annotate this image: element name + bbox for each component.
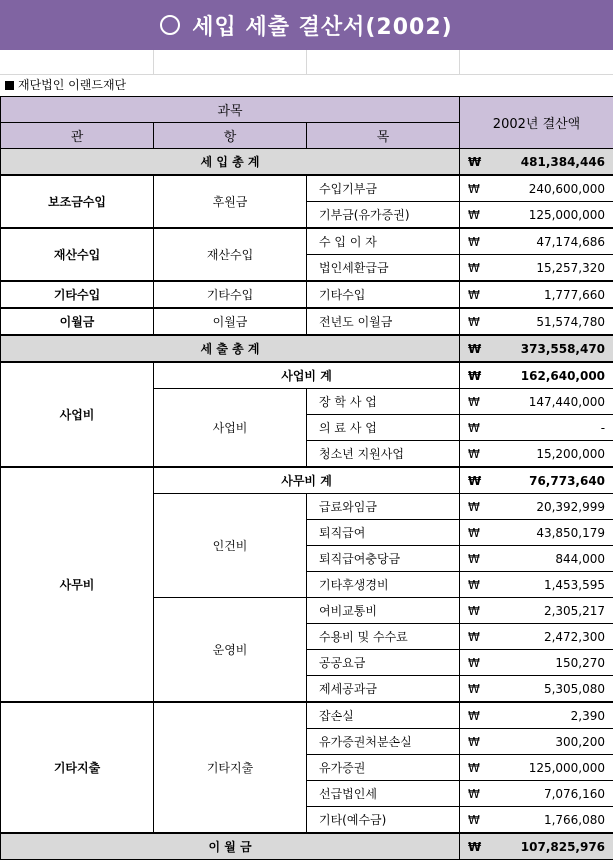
won-sign: ₩ [460,281,488,308]
gwan-cell: 재산수입 [1,228,154,281]
amount-cell: 2,305,217 [488,598,613,624]
won-sign: ₩ [460,520,488,546]
won-sign: ₩ [460,308,488,335]
won-sign: ₩ [460,729,488,755]
amount-cell: 7,076,160 [488,781,613,807]
gwan-cell: 사업비 [1,362,154,467]
mok-cell: 잡손실 [307,702,460,729]
amount-cell: 15,257,320 [488,255,613,282]
amount-cell: - [488,415,613,441]
expense-total-label: 세 출 총 계 [1,335,460,362]
gwan-cell: 보조금수입 [1,175,154,228]
amount-cell: 844,000 [488,546,613,572]
amount-cell: 147,440,000 [488,389,613,415]
amount-cell: 240,600,000 [488,175,613,202]
won-sign: ₩ [460,676,488,703]
subtotal-value: 162,640,000 [488,362,613,389]
amount-cell: 51,574,780 [488,308,613,335]
header-amount: 2002년 결산액 [460,97,613,149]
mok-cell: 기타수입 [307,281,460,308]
gwan-cell: 사무비 [1,467,154,702]
header-subject: 과목 [1,97,460,123]
won-sign: ₩ [460,494,488,520]
expense-total-value: 373,558,470 [488,335,613,362]
document-title [0,0,613,50]
won-sign: ₩ [460,598,488,624]
organization-name: 재단법인 이랜드재단 [18,78,127,92]
amount-cell: 1,766,080 [488,807,613,834]
gwan-cell: 기타지출 [1,702,154,833]
amount-cell: 5,305,080 [488,676,613,703]
subtotal-label: 사무비 계 [154,467,460,494]
hang-cell: 재산수입 [154,228,307,281]
won-sign: ₩ [460,335,488,362]
won-sign: ₩ [460,255,488,282]
amount-cell: 150,270 [488,650,613,676]
won-sign: ₩ [460,202,488,229]
amount-cell: 15,200,000 [488,441,613,468]
mok-cell: 수용비 및 수수료 [307,624,460,650]
square-bullet-icon [5,81,14,90]
hang-cell: 이월금 [154,308,307,335]
carryover-label: 이 월 금 [1,833,460,860]
won-sign: ₩ [460,546,488,572]
mok-cell: 수입기부금 [307,175,460,202]
hang-cell: 기타수입 [154,281,307,308]
gwan-cell: 기타수입 [1,281,154,308]
won-sign: ₩ [460,149,488,176]
won-sign: ₩ [460,175,488,202]
mok-cell: 퇴직급여 [307,520,460,546]
mok-cell: 급료와임금 [307,494,460,520]
mok-cell: 제세공과금 [307,676,460,703]
won-sign: ₩ [460,389,488,415]
hang-cell: 인건비 [154,494,307,598]
blank-spreadsheet-row [0,50,613,75]
won-sign: ₩ [460,228,488,255]
settlement-table [0,96,613,860]
won-sign: ₩ [460,467,488,494]
mok-cell: 수 입 이 자 [307,228,460,255]
header-mok: 목 [307,123,460,149]
won-sign: ₩ [460,781,488,807]
mok-cell: 유가증권처분손실 [307,729,460,755]
mok-cell: 퇴직급여충당금 [307,546,460,572]
won-sign: ₩ [460,702,488,729]
gwan-cell: 이월금 [1,308,154,335]
won-sign: ₩ [460,650,488,676]
hang-cell: 후원금 [154,175,307,228]
amount-cell: 43,850,179 [488,520,613,546]
amount-cell: 47,174,686 [488,228,613,255]
won-sign: ₩ [460,755,488,781]
won-sign: ₩ [460,833,488,860]
hang-cell: 운영비 [154,598,307,703]
won-sign: ₩ [460,807,488,834]
won-sign: ₩ [460,441,488,468]
mok-cell: 여비교통비 [307,598,460,624]
amount-cell: 2,472,300 [488,624,613,650]
carryover-value: 107,825,976 [488,833,613,860]
mok-cell: 공공요금 [307,650,460,676]
amount-cell: 300,200 [488,729,613,755]
organization-line [0,74,613,96]
amount-cell: 125,000,000 [488,202,613,229]
amount-cell: 125,000,000 [488,755,613,781]
mok-cell: 유가증권 [307,755,460,781]
amount-cell: 1,453,595 [488,572,613,598]
mok-cell: 기타(예수금) [307,807,460,834]
amount-cell: 1,777,660 [488,281,613,308]
mok-cell: 장 학 사 업 [307,389,460,415]
mok-cell: 선급법인세 [307,781,460,807]
amount-cell: 20,392,999 [488,494,613,520]
header-gwan: 관 [1,123,154,149]
hang-cell: 사업비 [154,389,307,468]
won-sign: ₩ [460,624,488,650]
mok-cell: 청소년 지원사업 [307,441,460,468]
circle-icon [160,15,180,35]
subtotal-label: 사업비 계 [154,362,460,389]
won-sign: ₩ [460,415,488,441]
won-sign: ₩ [460,362,488,389]
amount-cell: 2,390 [488,702,613,729]
mok-cell: 전년도 이월금 [307,308,460,335]
revenue-total-label: 세 입 총 계 [1,149,460,176]
mok-cell: 법인세환급금 [307,255,460,282]
subtotal-value: 76,773,640 [488,467,613,494]
header-hang: 항 [154,123,307,149]
mok-cell: 기타후생경비 [307,572,460,598]
revenue-total-value: 481,384,446 [488,149,613,176]
won-sign: ₩ [460,572,488,598]
mok-cell: 기부금(유가증권) [307,202,460,229]
hang-cell: 기타지출 [154,702,307,833]
title-text: 세입 세출 결산서(2002) [192,14,453,40]
mok-cell: 의 료 사 업 [307,415,460,441]
